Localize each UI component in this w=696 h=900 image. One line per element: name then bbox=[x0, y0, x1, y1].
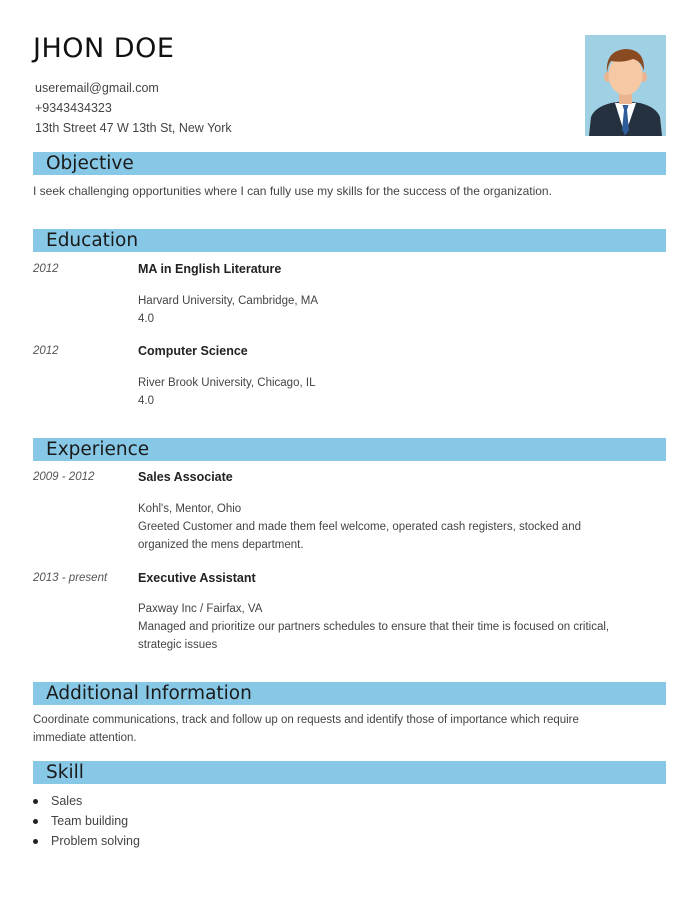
skill-label: Problem solving bbox=[51, 834, 140, 848]
skill-label: Sales bbox=[51, 794, 83, 808]
entry-line: Greeted Customer and made them feel welcome, operated cash registers, stocked and bbox=[138, 521, 581, 533]
entry-title: Sales Associate bbox=[138, 470, 233, 484]
entry-date: 2012 bbox=[33, 345, 59, 357]
address-text: 13th Street 47 W 13th St, New York bbox=[35, 121, 232, 135]
bullet-icon bbox=[33, 799, 38, 804]
entry-details bbox=[138, 600, 618, 654]
skill-item bbox=[33, 791, 140, 811]
skill-item bbox=[33, 811, 140, 831]
entry-title: Executive Assistant bbox=[138, 571, 256, 585]
entry-line: 4.0 bbox=[138, 395, 154, 407]
entry-line: Harvard University, Cambridge, MA bbox=[138, 295, 319, 307]
entry-date: 2009 - 2012 bbox=[33, 471, 95, 483]
bullet-icon bbox=[33, 819, 38, 824]
entry-date: 2012 bbox=[33, 263, 59, 275]
section-header-experience bbox=[33, 438, 666, 461]
section-title: Experience bbox=[46, 439, 150, 460]
avatar-illustration bbox=[585, 35, 666, 136]
skills-list bbox=[33, 791, 140, 851]
section-title: Additional Information bbox=[46, 683, 252, 704]
entry-line: strategic issues bbox=[138, 639, 218, 651]
entry-line: Kohl's, Mentor, Ohio bbox=[138, 503, 242, 515]
section-header-additional-information bbox=[33, 682, 666, 705]
section-header-education bbox=[33, 229, 666, 252]
entry-line: 4.0 bbox=[138, 313, 154, 325]
entry-line: Paxway Inc / Fairfax, VA bbox=[138, 603, 263, 615]
entry-line: River Brook University, Chicago, IL bbox=[138, 377, 316, 389]
entry-title: Computer Science bbox=[138, 344, 248, 358]
contact-info bbox=[35, 78, 232, 138]
entry-details bbox=[138, 292, 618, 328]
section-title: Objective bbox=[46, 153, 134, 174]
skill-item bbox=[33, 831, 140, 851]
phone-text: +9343434323 bbox=[35, 101, 112, 115]
entry-line: organized the mens department. bbox=[138, 539, 304, 551]
entry-title: MA in English Literature bbox=[138, 262, 282, 276]
section-header-objective bbox=[33, 152, 666, 175]
section-title: Education bbox=[46, 230, 139, 251]
skill-label: Team building bbox=[51, 814, 129, 828]
paragraph-line: Coordinate communications, track and follow up on requests and identify those of importance which require bbox=[33, 714, 579, 726]
section-title: Skill bbox=[46, 762, 84, 783]
section-header-skill bbox=[33, 761, 666, 784]
objective-text: I seek challenging opportunities where I can fully use my skills for the success of the organization. bbox=[33, 184, 552, 198]
bullet-icon bbox=[33, 839, 38, 844]
email-text: useremail@gmail.com bbox=[35, 81, 159, 95]
additional-information-text bbox=[33, 711, 663, 747]
entry-details bbox=[138, 500, 618, 554]
entry-line: Managed and prioritize our partners schedules to ensure that their time is focused on critical, bbox=[138, 621, 610, 633]
profile-photo bbox=[585, 35, 666, 136]
paragraph-line: immediate attention. bbox=[33, 732, 137, 744]
entry-date: 2013 - present bbox=[33, 572, 108, 584]
candidate-name: JHON DOE bbox=[33, 33, 175, 64]
entry-details bbox=[138, 374, 618, 410]
